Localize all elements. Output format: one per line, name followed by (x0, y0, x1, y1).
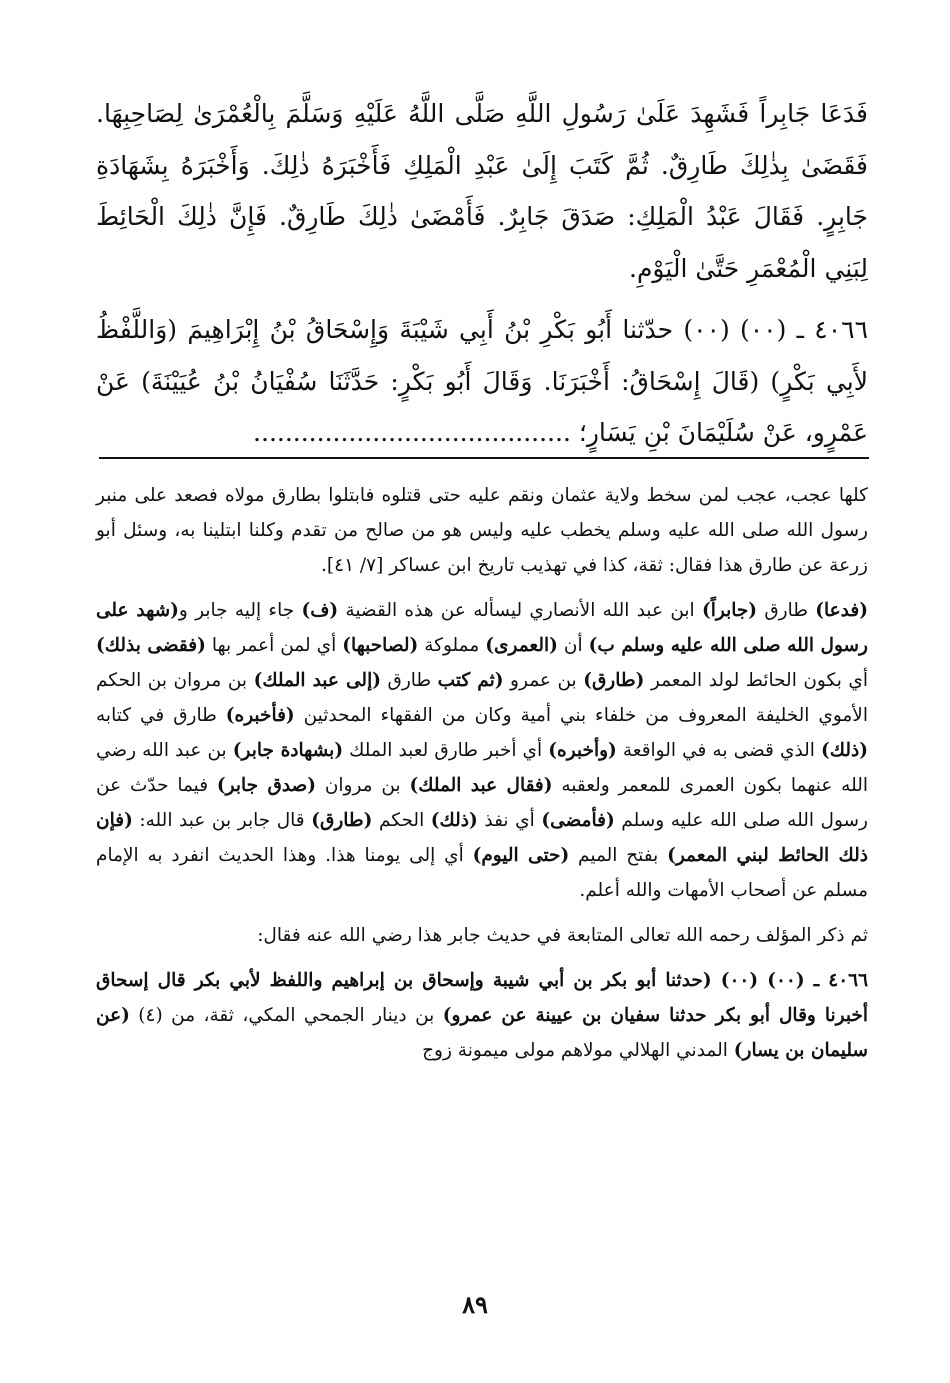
text-segment: فيما حدّث عن رسول الله صلى الله عليه وسلم (96, 775, 868, 831)
bold-quote-segment: (طارق) (311, 810, 373, 831)
hadith-text-block (96, 88, 868, 459)
bold-quote-segment: (العمرى) (485, 635, 558, 656)
commentary-note-3: ثم ذكر المؤلف رحمه الله تعالى المتابعة في حديث جابر هذا رضي الله عنه فقال: (257, 925, 868, 946)
text-segment: طارق في كتابه (96, 705, 226, 726)
commentary-note-2 (96, 593, 868, 908)
text-segment: بن مروان (316, 775, 410, 796)
text-segment: بن مروان بن الحكم الأموي الخليفة المعروف من خلفاء بني أمية وكان من الفقهاء المحدثين (96, 670, 868, 726)
text-segment: طارق (380, 670, 438, 691)
bold-quote-segment: (فقال عبد الملك) (409, 775, 553, 796)
bold-quote-segment: (طارق) (583, 670, 645, 691)
text-segment: ابن عبد الله الأنصاري ليسأله عن هذه القضية (338, 600, 702, 621)
bold-quote-segment: (ذلك) (821, 740, 868, 761)
bold-quote-segment: (عن سليمان بن يسار) (96, 1005, 868, 1061)
text-segment: المدني الهلالي مولاهم مولى ميمونة زوج (422, 1040, 734, 1061)
text-segment: أي نفذ (477, 810, 542, 831)
bold-quote-segment: (فإن ذلك الحائط لبني المعمر) (96, 810, 868, 866)
text-segment: بن عبد الله رضي الله عنهما بكون العمرى للمعمر ولعقبه (96, 740, 868, 796)
bold-quote-segment: (لصاحبها) (342, 635, 419, 656)
bold-quote-segment: (ذلك) (430, 810, 478, 831)
bold-quote-segment: (إلى عبد الملك) (253, 670, 381, 691)
text-segment: الحكم (372, 810, 431, 831)
text-segment: الذي قضى به في الواقعة (616, 740, 822, 761)
text-segment: مملوكة (418, 635, 486, 656)
footnote-divider (99, 457, 869, 459)
commentary-block (96, 478, 868, 1068)
hadith-paragraph-2 (96, 304, 868, 459)
bold-quote-segment: (فدعا) (815, 600, 868, 621)
text-segment: طارق (757, 600, 816, 621)
bold-quote-segment: (ف) (301, 600, 339, 621)
commentary-note-1: كلها عجب، عجب لمن سخط ولاية عثمان ونقم عليه حتى قتلوه فابتلوا بطارق مولاه فصعد على منبر رسول الله صلى الله عليه وسلم يخطب عليه وليس هو من صالح من تقدم وكلنا ابتلينا به، وسئل أبو زرعة عن طارق هذا فقال: ثقة، كذا في تهذيب تاريخ ابن عساكر [٧/ ٤١]. (96, 485, 868, 576)
text-segment: أي إلى يومنا هذا. وهذا الحديث انفرد به الإمام مسلم عن أصحاب الأمهات والله أعلم. (96, 845, 868, 901)
text-segment: أن (557, 635, 589, 656)
ellipsis-dots: ........................................ (253, 418, 571, 447)
bold-quote-segment: (ثم كتب (437, 670, 504, 691)
bold-quote-segment: (فأمضى) (541, 810, 615, 831)
text-segment: أي أخبر طارق لعبد الملك (343, 740, 549, 761)
text-segment: بن عمرو (503, 670, 584, 691)
bold-quote-segment: (جابراً) (701, 600, 758, 621)
text-segment: أي بكون الحائط لولد المعمر (644, 670, 868, 691)
page-number: ٨٩ (462, 1290, 488, 1319)
commentary-note-4 (96, 963, 868, 1068)
bold-quote-segment: (وأخبره) (548, 740, 617, 761)
hadith-4066-text: ٤٠٦٦ ـ (٠٠) (٠٠) حدّثنا أَبُو بَكْرِ بْنُ أَبِي شَيْبَةَ وَإِسْحَاقُ بْنُ إِبْرَاهِيمَ (وَاللَّفْظُ لأَبِي بَكْرٍ) (قَالَ إِسْحَاقُ: أَخْبَرَنَا. وَقَالَ أَبُو بَكْرٍ: حَدَّثَنَا سُفْيَانُ بْنُ عُيَيْنَةَ) عَنْ عَمْرٍو، عَنْ سُلَيْمَانَ بْنِ يَسَارٍ؛ (96, 315, 868, 447)
text-segment: بن دينار الجمحي المكي، ثقة، من (٤) (129, 1005, 443, 1026)
bold-quote-segment: (حتى اليوم) (472, 845, 570, 866)
bold-quote-segment: (بشهادة جابر) (232, 740, 344, 761)
text-segment: قال جابر بن عبد الله: (132, 810, 312, 831)
text-segment: أي لمن أعمر بها (205, 635, 343, 656)
bold-quote-segment: (فقضى بذلك) (96, 635, 206, 656)
bold-quote-segment: (فأخبره) (225, 705, 295, 726)
text-segment: بفتح الميم (569, 845, 668, 866)
bold-quote-segment: ٤٠٦٦ ـ (٠٠) (٠٠) (حدثنا أبو بكر بن أبي شيبة وإسحاق بن إبراهيم واللفظ لأبي بكر قال إسحاق أخبرنا وقال أبو بكر حدثنا سفيان بن عيينة عن عمرو) (96, 970, 869, 1026)
text-segment: جاء إليه جابر و (178, 600, 302, 621)
bold-quote-segment: (شهد على رسول الله صلى الله عليه وسلم ب) (96, 600, 868, 656)
hadith-paragraph-1: فَدَعَا جَابِراً فَشَهِدَ عَلَىٰ رَسُولِ اللَّهِ صَلَّى اللَّهُ عَلَيْهِ وَسَلَّمَ بِالْعُمْرَىٰ لِصَاحِبِهَا. فَقَضَىٰ بِذٰلِكَ طَارِقٌ. ثُمَّ كَتَبَ إِلَىٰ عَبْدِ الْمَلِكِ فَأَخْبَرَهُ ذٰلِكَ. وَأَخْبَرَهُ بِشَهَادَةِ جَابِرٍ. فَقَالَ عَبْدُ الْمَلِكِ: صَدَقَ جَابِرٌ. فَأَمْضَىٰ ذٰلِكَ طَارِقٌ. فَإِنَّ ذٰلِكَ الْحَائِطَ لِبَنِي الْمُعْمَرِ حَتَّىٰ الْيَوْمِ. (96, 99, 868, 283)
bold-quote-segment: (صدق جابر) (216, 775, 316, 796)
